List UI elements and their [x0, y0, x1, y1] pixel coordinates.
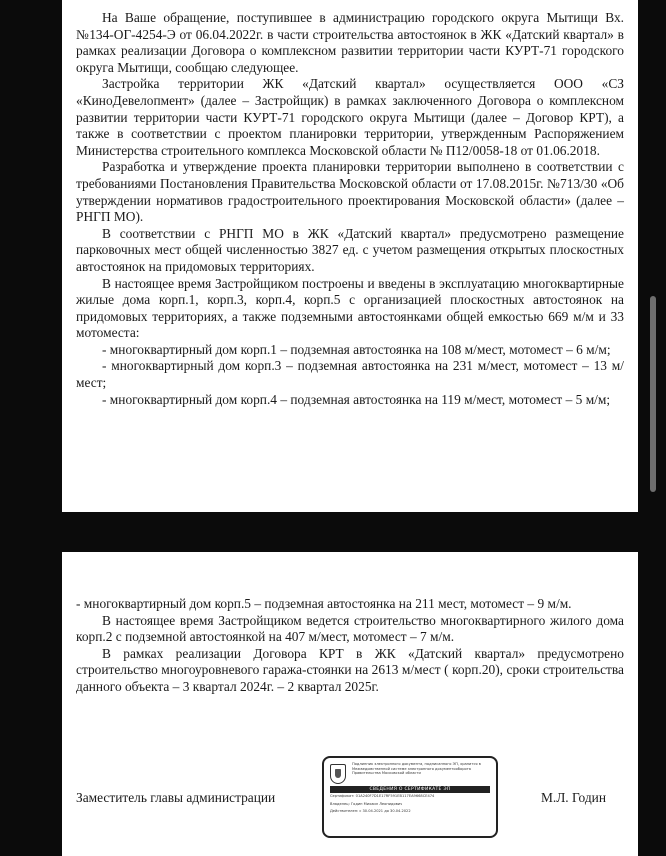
paragraph-planning: Разработка и утверждение проекта планировки территории выполнено в соответствии с требованиями Постановления Правительства Московской области от 17.08.2015г. №713/30 «Об утверждении нормативов градостроительного проектирования Московской области» (далее – РНГП МО). — [76, 159, 624, 225]
list-item-korp3: - многоквартирный дом корп.3 – подземная автостоянка на 231 м/мест, мотомест – 13 м/мест; — [76, 358, 624, 391]
stamp-validity: Действителен: с 30.04.2021 до 30.04.2022 — [330, 809, 411, 813]
paragraph-developer: Застройка территории ЖК «Датский квартал» осуществляется ООО «СЗ «КиноДевелопмент» (далее – Застройщик) в рамках заключенного Договора о комплексном развитии территории части КУРТ-71 городского округа Мытищи (далее – Договор КРТ), а также в соответствии с проектом планировки территории, утвержденным Распоряжением Министерства строительного комплекса Московской области № П12/0058-18 от 01.06.2018. — [76, 76, 624, 158]
stamp-owner: Владелец: Годин Михаил Леонидович — [330, 801, 403, 806]
digital-signature-stamp — [322, 756, 498, 838]
signer-position: Заместитель главы администрации — [76, 790, 276, 805]
signature-block — [76, 756, 624, 846]
list-item-korp5: - многоквартирный дом корп.5 – подземная автостоянка на 211 мест, мотомест – 9 м/м. — [76, 596, 572, 611]
list-item-korp1: - многоквартирный дом корп.1 – подземная автостоянка на 108 м/мест, мотомест – 6 м/м; — [102, 341, 611, 357]
document-page-2 — [62, 552, 638, 856]
paragraph-intro: На Ваше обращение, поступившее в администрацию городского округа Мытищи Вх.№134-ОГ-4254-Э от 06.04.2022г. в части строительства автостоянок в ЖК «Датский квартал» в рамках реализации Договора о комплексном развитии территории части КУРТ-71 городского округа Мытищи, сообщаю следующее. — [76, 10, 624, 75]
paragraph-garage: В рамках реализации Договора КРТ в ЖК «Датский квартал» предусмотрено строительство многоуровневого гаража-стоянки на 2613 м/мест ( корп.20), сроки строительства данного объекта – 3 квартал 2024г. – 2 квартал 2025г. — [76, 645, 624, 694]
scrollbar-thumb[interactable] — [650, 296, 656, 492]
stamp-note: Подлинник электронного документа, подписанного ЭП, хранится в Межведомственной системе электронного документооборота Правительства Московской области — [352, 762, 481, 776]
signer-name: М.Л. Годин — [540, 790, 606, 805]
list-item-korp4: - многоквартирный дом корп.4 – подземная автостоянка на 119 м/мест, мотомест – 5 м/м; — [102, 391, 611, 407]
document-page-1 — [62, 0, 638, 512]
stamp-certificate: Сертификат: 01A240F7D1E17RF591EB117EA9668CE474 — [330, 794, 435, 798]
paragraph-korp2: В настоящее время Застройщиком ведется строительство многоквартирного жилого дома корп.2 с подземной автостоянкой на 407 м/мест, мотомест – 7 м/м. — [76, 612, 624, 645]
paragraph-parking-total: В соответствии с РНГП МО в ЖК «Датский квартал» предусмотрено размещение парковочных мест общей численностью 3827 ед. с учетом размещения открытых плоскостных автостоянок на придомовых территориях. — [76, 225, 624, 274]
coat-of-arms-icon — [330, 764, 346, 784]
paragraph-built-houses: В настоящее время Застройщиком построены и введены в эксплуатацию многоквартирные жилые дома корп.1, корп.3, корп.4, корп.5 с организацией плоскостных автостоянок на придомовых территориях, а также подземными автостоянками общей емкостью 669 м/м и 33 мотоместа: — [76, 275, 624, 341]
stamp-header: СВЕДЕНИЯ О СЕРТИФИКАТЕ ЭП — [330, 786, 490, 793]
